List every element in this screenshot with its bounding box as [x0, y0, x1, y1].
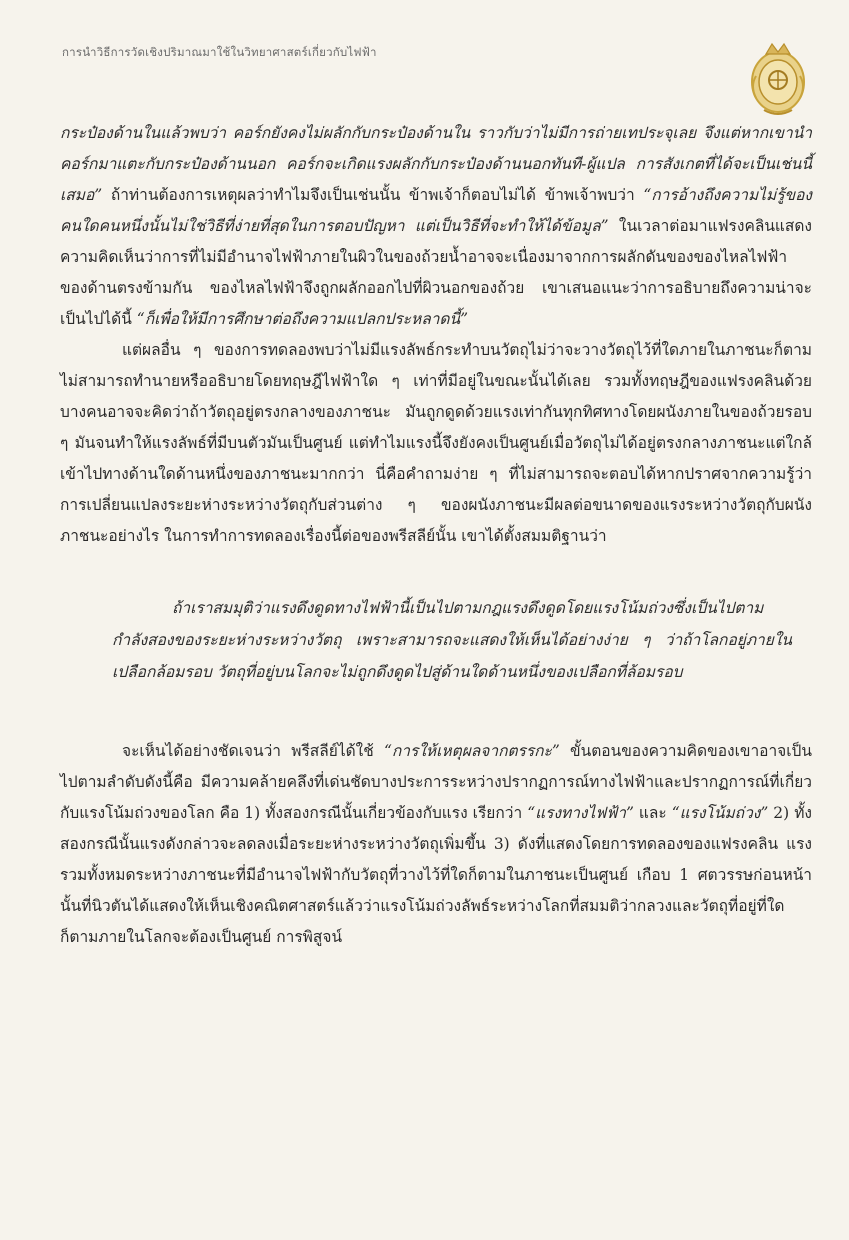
- paragraph-3: [60, 736, 812, 953]
- body-text-run: จะเห็นได้อย่างชัดเจนว่า พรีสลีย์ได้ใช้: [122, 742, 384, 760]
- paragraph-1: [60, 118, 812, 335]
- body-text-run: ขั้นตอนของความคิดของเขาอาจเป็นไปตามลำดับดังนี้คือ มีความคล้ายคลึงที่เด่นชัดบางประการระหว่างปรากฏการณ์ทางไฟฟ้าและปรากฏการณ์ที่เกี่ยวกับแรงโน้มถ่วงของโลก คือ 1) ทั้งสองกรณีนั้นเกี่ยวข้องกับแรง เรียกว่า: [60, 742, 812, 822]
- body-text-run: ในเวลาต่อมาแฟรงคลินแสดงความคิดเห็นว่าการที่ไม่มีอำนาจไฟฟ้าภายในผิวในของถ้วยน้ำอาจจะเนื่องมาจากการผลักดันของของไหลไฟฟ้าของด้านตรงข้ามกัน ของไหลไฟฟ้าจึงถูกผลักออกไปที่ผิวนอกของถ้วย เขาเสนอแนะว่าการอธิบายถึงความน่าจะเป็นไปได้นี้: [60, 217, 812, 328]
- body-text-run: และ: [633, 804, 672, 822]
- quoted-text: “แรงทางไฟฟ้า”: [527, 804, 634, 822]
- quoted-text: “ก็เพื่อให้มีการศึกษาต่อถึงความแปลกประหลาดนี้”: [136, 310, 468, 328]
- quoted-text: “การให้เหตุผลจากตรรกะ”: [384, 742, 560, 760]
- body-text-run: 2) ทั้งสองกรณีนั้นแรงดังกล่าวจะลดลงเมื่อระยะห่างระหว่างวัตถุเพิ่มขึ้น 3) ดังที่แสดงโดยการทดลองของแฟรงคลิน แรงรวมทั้งหมดระหว่างภาชนะที่มีอำนาจไฟฟ้ากับวัตถุที่วางไว้ที่ใดก็ตามในภาชนะเป็นศูนย์ เกือบ 1 ศตวรรษก่อนหน้านั้นที่นิวตันได้แสดงให้เห็นเชิงคณิตศาสตร์แล้วว่าแรงโน้มถ่วงลัพธ์ระหว่างโลกที่สมมติว่ากลวงและวัตถุที่อยู่ที่ใดก็ตามภายในโลกจะต้องเป็นศูนย์ การพิสูจน์: [60, 804, 812, 946]
- body-text: [60, 118, 812, 953]
- quoted-text: กระป๋องด้านในแล้วพบว่า คอร์กยังคงไม่ผลักกับกระป๋องด้านใน ราวกับว่าไม่มีการถ่ายเทประจุเลย จึงแต่หากเขานำคอร์กมาแตะกับกระป๋องด้านนอก คอร์กจะเกิดแรงผลักกับกระป๋องด้านนอกทันที-ผู้แปล การสังเกตที่ได้จะเป็นเช่นนี้เสมอ”: [60, 124, 812, 204]
- quoted-text: “แรงโน้มถ่วง”: [671, 804, 769, 822]
- paragraph-2: แต่ผลอื่น ๆ ของการทดลองพบว่าไม่มีแรงลัพธ์กระทำบนวัตถุไม่ว่าจะวางวัตถุไว้ที่ใดภายในภาชนะก็ตาม ไม่สามารถทำนายหรืออธิบายโดยทฤษฎีไฟฟ้าใด ๆ เท่าที่มีอยู่ในขณะนั้นได้เลย รวมทั้งทฤษฎีของแฟรงคลินด้วย บางคนอาจจะคิดว่าถ้าวัตถุอยู่ตรงกลางของภาชนะ มันถูกดูดด้วยแรงเท่ากันทุกทิศทางโดยผนังภายในของถ้วยรอบ ๆ มันจนทำให้แรงลัพธ์ที่มีบนตัวมันเป็นศูนย์ แต่ทำไมแรงนี้จึงยังคงเป็นศูนย์เมื่อวัตถุไม่ได้อยู่ตรงกลางภาชนะแต่ใกล้เข้าไปทางด้านใดด้านหนึ่งของภาชนะมากกว่า นี่คือคำถามง่าย ๆ ที่ไม่สามารถจะตอบได้หากปราศจากความรู้ว่า การเปลี่ยนแปลงระยะห่างระหว่างวัตถุกับส่วนต่าง ๆ ของผนังภาชนะมีผลต่อขนาดของแรงระหว่างวัตถุกับผนังภาชนะอย่างไร ในการทำการทดลองเรื่องนี้ต่อของพรีสลีย์นั้น เขาได้ตั้งสมมติฐานว่า: [60, 341, 812, 545]
- running-header: การนำวิธีการวัดเชิงปริมาณมาใช้ในวิทยาศาสตร์เกี่ยวกับไฟฟ้า: [62, 45, 377, 59]
- university-emblem-icon: [742, 36, 814, 120]
- body-text-run: ถ้าท่านต้องการเหตุผลว่าทำไมจึงเป็นเช่นนั้น ข้าพเจ้าก็ตอบไม่ได้ ข้าพเจ้าพบว่า: [102, 186, 644, 204]
- block-quote: ถ้าเราสมมุติว่าแรงดึงดูดทางไฟฟ้านี้เป็นไปตามกฎแรงดึงดูดโดยแรงโน้มถ่วงซึ่งเป็นไปตามกำลังสองของระยะห่างระหว่างวัตถุ เพราะสามารถจะแสดงให้เห็นได้อย่างง่าย ๆ ว่าถ้าโลกอยู่ภายในเปลือกล้อมรอบ วัตถุที่อยู่บนโลกจะไม่ถูกดึงดูดไปสู่ด้านใดด้านหนึ่งของเปลือกที่ล้อมรอบ: [112, 599, 792, 681]
- quoted-text: “การอ้างถึงความไม่รู้ของคนใดคนหนึ่งนั้นไม่ใช่วิธีที่ง่ายที่สุดในการตอบปัญหา แต่เป็นวิธีที่จะทำให้ได้ข้อมูล”: [60, 186, 812, 235]
